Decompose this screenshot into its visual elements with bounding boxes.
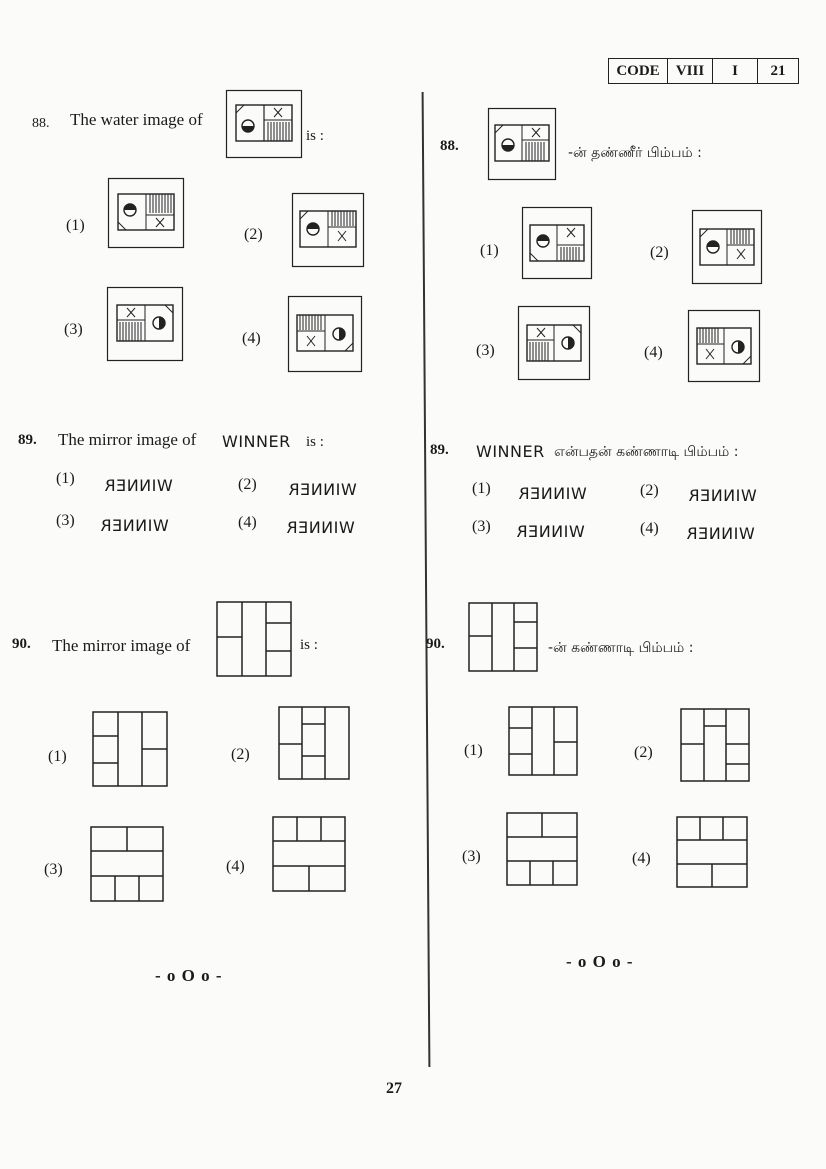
ta-q89-option-2-label: (2) (640, 482, 659, 499)
ta-q88-option-2-label: (2) (650, 244, 669, 261)
en-q90-suffix: is : (300, 637, 318, 653)
en-q90-question-figure (216, 601, 292, 677)
en-q89-option-1-value[interactable] (104, 476, 173, 495)
code-page: 21 (770, 62, 786, 79)
ta-end-mark: - o O o - (566, 952, 634, 971)
en-q90-option-2-figure[interactable] (278, 706, 350, 780)
en-q89-suffix: is : (306, 434, 324, 450)
en-q88-option-1-label: (1) (66, 217, 85, 234)
en-q90-option-1-figure[interactable] (92, 711, 168, 787)
en-q88-text: The water image of (70, 110, 203, 129)
code-box (608, 58, 799, 84)
en-q88-option-3-figure[interactable] (107, 287, 183, 361)
ta-q90-text: -ன் கண்ணாடி பிம்பம் : (548, 640, 694, 656)
ta-q88-option-4-figure[interactable] (688, 310, 760, 382)
en-q89-option-2-text: WINNER (288, 480, 357, 499)
en-q88-number: 88. (32, 116, 50, 131)
ta-q90-option-1-figure[interactable] (508, 706, 578, 776)
en-q90-option-4-label: (4) (226, 858, 245, 875)
en-q90-option-3-label: (3) (44, 861, 63, 878)
en-q88-option-2-figure[interactable] (292, 193, 364, 267)
en-q89-text: The mirror image of (58, 430, 197, 449)
ta-q88-text: -ன் தண்ணீர் பிம்பம் : (568, 145, 702, 161)
ta-q88-option-1-figure[interactable] (522, 207, 592, 279)
ta-q88-option-3-figure[interactable] (518, 306, 590, 380)
en-q89-option-3-value[interactable] (100, 516, 169, 535)
en-q90-number: 90. (12, 636, 31, 652)
en-q89-option-1-text: WINNER (104, 476, 173, 495)
ta-q89-option-3-text: WINNER (516, 522, 585, 541)
ta-q89-option-2-value[interactable] (688, 486, 757, 505)
en-q90-text: The mirror image of (52, 636, 191, 655)
ta-q89-option-1-label: (1) (472, 480, 491, 497)
en-q88-option-2-label: (2) (244, 226, 263, 243)
ta-q89-option-3-value[interactable] (516, 522, 585, 541)
en-q88-option-3-label: (3) (64, 321, 83, 338)
en-q89-option-3-text: WINNER (100, 516, 169, 535)
en-q88-suffix: is : (306, 128, 324, 144)
code-label: CODE (609, 59, 668, 83)
ta-q89-option-4-value[interactable] (686, 524, 755, 543)
ta-q90-number: 90. (426, 636, 445, 652)
ta-q90-option-3-figure[interactable] (506, 812, 578, 886)
ta-q90-option-2-figure[interactable] (680, 708, 750, 782)
en-q89-option-4-text: WINNER (286, 518, 355, 537)
en-end-mark: - o O o - (155, 966, 223, 985)
code-class: VIII (668, 59, 713, 83)
ta-q89-number: 89. (430, 442, 449, 458)
en-q89-number: 89. (18, 432, 37, 448)
en-q89-option-2-label: (2) (238, 476, 257, 493)
page-number: 27 (386, 1080, 402, 1097)
en-q90-option-3-figure[interactable] (90, 826, 164, 902)
en-q89-word: WINNER (222, 432, 291, 451)
en-q90-option-2-label: (2) (231, 746, 250, 763)
en-q88-option-1-figure[interactable] (108, 178, 184, 248)
ta-q89-text: என்பதன் கண்ணாடி பிம்பம் : (554, 444, 739, 460)
ta-q89-option-4-text: WINNER (686, 524, 755, 543)
en-q89-option-3-label: (3) (56, 512, 75, 529)
en-q88-option-4-figure[interactable] (288, 296, 362, 372)
ta-q89-option-3-label: (3) (472, 518, 491, 535)
column-divider (422, 92, 430, 1067)
ta-q89-option-1-value[interactable] (518, 484, 587, 503)
ta-q90-option-4-figure[interactable] (676, 816, 748, 888)
ta-q88-option-3-label: (3) (476, 342, 495, 359)
code-set: I (713, 59, 758, 83)
en-q89-option-2-value[interactable] (288, 480, 357, 499)
ta-q90-option-2-label: (2) (634, 744, 653, 761)
en-q90-option-4-figure[interactable] (272, 816, 346, 892)
en-q88-option-4-label: (4) (242, 330, 261, 347)
en-q89-option-4-label: (4) (238, 514, 257, 531)
ta-q89-word: WINNER (476, 442, 545, 461)
en-q88-question-figure (226, 90, 302, 158)
ta-q88-question-figure (488, 108, 556, 180)
en-q89-option-1-label: (1) (56, 470, 75, 487)
en-q90-option-1-label: (1) (48, 748, 67, 765)
ta-q88-option-4-label: (4) (644, 344, 663, 361)
ta-q90-option-3-label: (3) (462, 848, 481, 865)
ta-q89-option-1-text: WINNER (518, 484, 587, 503)
ta-q90-option-1-label: (1) (464, 742, 483, 759)
ta-q90-question-figure (468, 602, 538, 672)
en-q89-option-4-value[interactable] (286, 518, 355, 537)
ta-q88-number: 88. (440, 138, 459, 154)
ta-q88-option-1-label: (1) (480, 242, 499, 259)
ta-q89-option-4-label: (4) (640, 520, 659, 537)
ta-q90-option-4-label: (4) (632, 850, 651, 867)
ta-q88-option-2-figure[interactable] (692, 210, 762, 284)
ta-q89-option-2-text: WINNER (688, 486, 757, 505)
